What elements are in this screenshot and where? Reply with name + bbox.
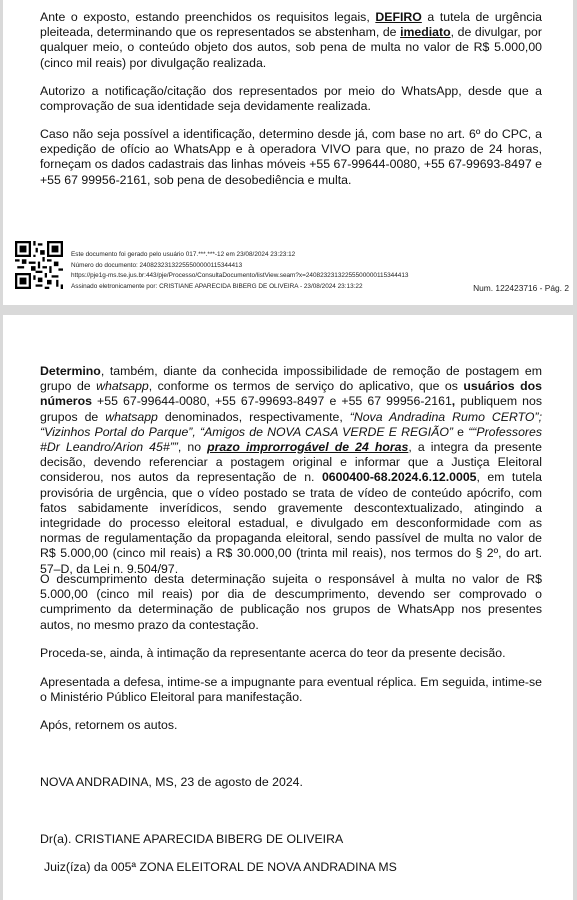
document-page-2-top xyxy=(3,0,573,305)
generated-by-line: Este documento foi gerado pelo usuário 017.***.***-12 em 23/08/2024 23:23:12 xyxy=(71,251,296,258)
paragraph-descumprimento: O descumprimento desta determinação sujeita o responsável à multa no valor de R$ 5.000,00 (cinco mil reais) por dia de descumprimento, devendo ser comprovado o cumprimento da determinação de publicação nos grupos de WhatsApp nos presentes autos, no mesmo prazo da contestação. xyxy=(40,572,542,632)
page-number: Num. 122423716 - Pág. 2 xyxy=(473,283,569,293)
signer-name: Dr(a). CRISTIANE APARECIDA BIBERG DE OLIVEIRA xyxy=(40,832,344,846)
imediato-emphasis: imediato xyxy=(400,25,451,40)
case-number: 0600400-68.2024.6.12.0005 xyxy=(321,470,477,485)
defiro-emphasis: DEFIRO xyxy=(375,10,422,24)
paragraph-caso: Caso não seja possível a identificação, determino desde já, com base no art. 6º do CPC, a expedição de ofício ao WhatsApp e à operadora VIVO para que, no prazo de 24 horas, forneçam os dados cadastrais das linhas móveis +55 67-99644-0080, +55 67-99693-8497 e +55 67 99956-2161, sob pena de desobediência e multa. xyxy=(40,127,542,187)
paragraph-autorizo: Autorizo a notificação/citação dos representados por meio do WhatsApp, desde que a comprovação de sua identidade seja devidamente realizada. xyxy=(40,84,542,114)
signed-by-line: Assinado eletronicamente por: CRISTIANE APARECIDA BIBERG DE OLIVEIRA - 23/08/2024 23:13:22 xyxy=(71,282,363,290)
paragraph-determino: Determino, também, diante da conhecida impossibilidade de remoção de postagem em grupo de whatsapp, conforme os termos de serviço do aplicativo, que os usuários dos números +55 67-99644-0080, +55 67-99693-8497 e +55 67 99956-2161, publiquem nos grupos de whatsapp denominados, respectivamente, “Nova Andradina Rumo CERTO”; “Vizinhos Portal do Parque”, “Amigos de NOVA CASA VERDE E REGIÃO” e ““Professores #Dr Leandro/Arion 45#””, no prazo improrrogável de 24 horas, a integra da presente decisão, devendo referenciar a postagem original e informar que a Justiça Eleitoral considerou, nos autos da representação de n. 0600400-68.2024.6.12.0005, em tutela provisória de urgência, que o vídeo postado se trata de vídeo de conteúdo apócrifo, com fatos sabidamente inverídicos, sendo gravemente descontextualizado, atingindo a integridade do processo eleitoral estadual, e divulgado em desconformidade com as normas de regulamentação da propaganda eleitoral, sendo passível de multa no valor de R$ 5.000,00 (cinco mil reais) a R$ 30.000,00 (trinta mil reais), nos termos do § 2º, do art. 57–D, da Lei n. 9.504/97. xyxy=(40,364,543,576)
paragraph-apos: Após, retornem os autos. xyxy=(40,718,178,732)
document-number-line: Número do documento: 24082323132255500000115344413 xyxy=(71,261,243,269)
paragraph-apresentada: Apresentada a defesa, intime-se a impugnante para eventual réplica. Em seguida, intime-se o Ministério Público Eleitoral para manifestação. xyxy=(40,675,542,705)
paragraph-proceda: Proceda-se, ainda, à intimação da representante acerca do teor da presente decisão. xyxy=(40,646,506,660)
place-and-date: NOVA ANDRADINA, MS, 23 de agosto de 2024. xyxy=(40,775,303,789)
document-page-3 xyxy=(3,315,573,900)
signer-role: Juiz(íza) da 005ª ZONA ELEITORAL DE NOVA ANDRADINA MS xyxy=(44,860,397,874)
document-url-link[interactable]: https://pje1g-ms.tse.jus.br:443/pje/Processo/ConsultaDocumento/listView.seam?x=24082323132255500000115344413 xyxy=(71,272,409,279)
qr-code-icon xyxy=(15,241,63,289)
paragraph-defiro: Ante o exposto, estando preenchidos os requisitos legais, DEFIRO a tutela de urgência pleiteada, determinando que os representados se abstenham, de imediato, de divulgar, por qualquer meio, o conteúdo objeto dos autos, sob pena de multa no valor de R$ 5.000,00 (cinco mil reais) por divulgação realizada. xyxy=(40,10,543,70)
document-metadata xyxy=(71,250,408,292)
deadline-emphasis: prazo improrrogável de 24 horas xyxy=(207,440,409,455)
